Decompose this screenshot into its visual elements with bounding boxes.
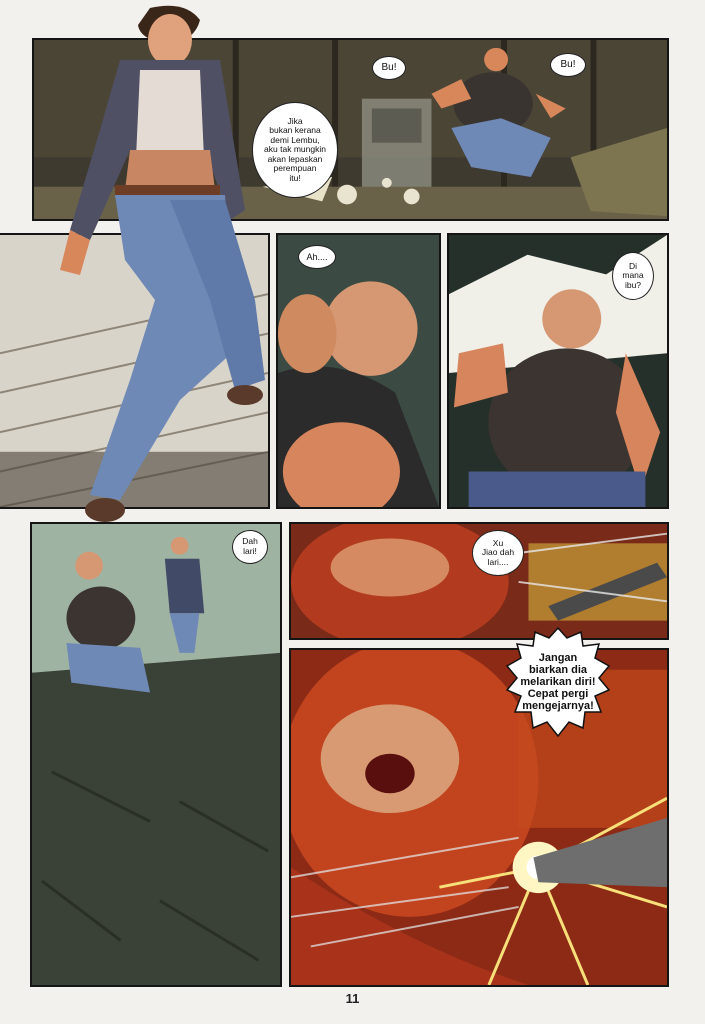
panel-bottom-left-run (30, 522, 282, 987)
speech-bubble-ah (298, 245, 336, 269)
speech-bubble-xu-jiao (472, 530, 524, 576)
speech-dah-lari-text: Dah lari! (242, 536, 258, 556)
speech-bubble-di-mana-ibu (612, 252, 654, 300)
shout-jangan-text: Jangan biarkan dia melarikan diri! Cepat pergi mengejarnya! (520, 651, 596, 713)
panel-bald-art (278, 235, 439, 507)
speech-bubble-sfx-left (372, 56, 406, 80)
speech-ah-text: Ah.... (306, 251, 328, 262)
speech-xu-jiao-text: Xu Jiao dah lari.... (481, 537, 515, 567)
panel-shout-big (289, 648, 669, 987)
panel-run-art (32, 524, 280, 985)
page-number: 11 (345, 991, 360, 1006)
panel-mid-center-bald (276, 233, 441, 509)
sfx-left-text: Bu! (381, 62, 397, 74)
shout-balloon-jangan (505, 626, 611, 738)
speech-jika-text: Jika bukan kerana demi Lembu, aku tak mungkin akan lepaskan perempuan itu! (264, 115, 326, 183)
sfx-right-text: Bu! (560, 59, 576, 71)
hero-figure-walking (20, 0, 280, 560)
speech-bubble-sfx-right (550, 53, 586, 77)
speech-di-mana-ibu-text: Di mana ibu? (622, 260, 644, 290)
